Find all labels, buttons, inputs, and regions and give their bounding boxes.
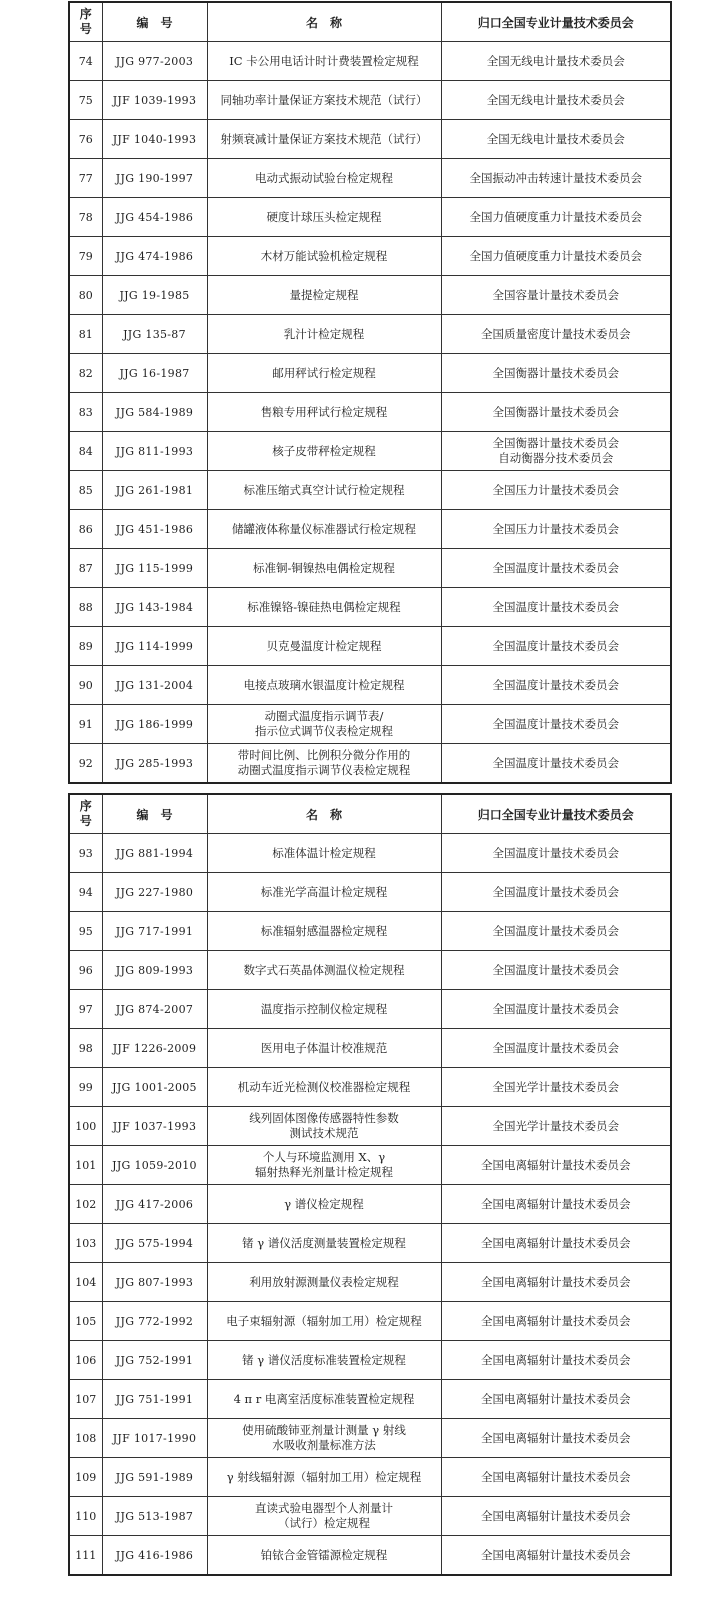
table-row xyxy=(69,510,671,549)
row-name-line: 温度指示控制仪检定规程 xyxy=(260,1001,388,1016)
row-committee-line: 全国电离辐射计量技术委员会 xyxy=(481,1196,631,1211)
row-seq: 81 xyxy=(69,315,102,354)
row-committee-line: 自动衡器分技术委员会 xyxy=(498,451,614,465)
row-code: JJG 717-1991 xyxy=(102,912,207,951)
table-row xyxy=(69,1107,671,1146)
standards-table-2 xyxy=(68,793,672,1576)
table-row xyxy=(69,354,671,393)
row-seq: 99 xyxy=(69,1068,102,1107)
row-committee xyxy=(441,1302,671,1341)
row-seq: 96 xyxy=(69,951,102,990)
row-seq: 101 xyxy=(69,1146,102,1185)
row-seq: 78 xyxy=(69,198,102,237)
row-committee xyxy=(441,873,671,912)
row-committee xyxy=(441,471,671,510)
row-seq: 83 xyxy=(69,393,102,432)
row-seq: 100 xyxy=(69,1107,102,1146)
row-name xyxy=(207,705,441,744)
row-seq: 110 xyxy=(69,1497,102,1536)
row-committee-line: 全国质量密度计量技术委员会 xyxy=(481,326,631,341)
row-committee xyxy=(441,1068,671,1107)
row-committee xyxy=(441,549,671,588)
row-committee xyxy=(441,198,671,237)
row-seq: 89 xyxy=(69,627,102,666)
row-seq: 108 xyxy=(69,1419,102,1458)
row-name-line: 个人与环境监测用 X、γ xyxy=(262,1150,386,1164)
row-committee xyxy=(441,159,671,198)
row-committee-line: 全国容量计量技术委员会 xyxy=(492,287,619,302)
row-name-line: 辐射热释光剂量计检定规程 xyxy=(255,1165,393,1179)
row-name xyxy=(207,834,441,873)
row-name-line: 标准辐射感温器检定规程 xyxy=(260,923,388,938)
row-name-line: 带时间比例、比例积分微分作用的 xyxy=(237,748,411,762)
row-code: JJF 1226-2009 xyxy=(102,1029,207,1068)
table-row xyxy=(69,1224,671,1263)
row-name-line: 动圈式温度指示调节表/ xyxy=(264,709,384,723)
row-name xyxy=(207,120,441,159)
row-committee-line: 全国电离辐射计量技术委员会 xyxy=(481,1391,631,1406)
row-committee xyxy=(441,432,671,471)
row-committee-line: 全国电离辐射计量技术委员会 xyxy=(481,1352,631,1367)
row-committee-line: 全国电离辐射计量技术委员会 xyxy=(481,1469,631,1484)
row-name xyxy=(207,42,441,81)
table-row xyxy=(69,912,671,951)
header-committee: 归口全国专业计量技术委员会 xyxy=(441,794,671,834)
row-committee xyxy=(441,120,671,159)
row-committee-line: 全国压力计量技术委员会 xyxy=(492,482,619,497)
row-name xyxy=(207,432,441,471)
header-name: 名 称 xyxy=(207,794,441,834)
row-committee-line: 全国光学计量技术委员会 xyxy=(492,1118,619,1133)
row-seq: 107 xyxy=(69,1380,102,1419)
table-row xyxy=(69,549,671,588)
row-seq: 111 xyxy=(69,1536,102,1576)
row-committee xyxy=(441,666,671,705)
row-seq: 105 xyxy=(69,1302,102,1341)
row-name-line: 射频衰减计量保证方案技术规范（试行） xyxy=(220,131,428,146)
row-name xyxy=(207,666,441,705)
header-code: 编 号 xyxy=(102,2,207,42)
header-seq: 序 号 xyxy=(69,794,102,834)
row-committee xyxy=(441,1185,671,1224)
row-name-line: 直读式验电器型个人剂量计 xyxy=(255,1501,393,1515)
row-seq: 95 xyxy=(69,912,102,951)
row-seq: 79 xyxy=(69,237,102,276)
table-row xyxy=(69,834,671,873)
row-committee xyxy=(441,1224,671,1263)
row-committee-line: 全国温度计量技术委员会 xyxy=(492,638,619,653)
table-row xyxy=(69,1068,671,1107)
row-committee xyxy=(441,912,671,951)
row-code: JJG 143-1984 xyxy=(102,588,207,627)
row-seq: 84 xyxy=(69,432,102,471)
row-code: JJG 135-87 xyxy=(102,315,207,354)
table-row xyxy=(69,159,671,198)
row-committee xyxy=(441,834,671,873)
row-committee-line: 全国温度计量技术委员会 xyxy=(492,716,619,731)
row-name-line: IC 卡公用电话计时计费装置检定规程 xyxy=(229,53,419,68)
row-committee-line: 全国温度计量技术委员会 xyxy=(492,755,619,770)
row-seq: 109 xyxy=(69,1458,102,1497)
row-committee-line: 全国衡器计量技术委员会 xyxy=(492,365,619,380)
row-code: JJG 584-1989 xyxy=(102,393,207,432)
row-seq: 85 xyxy=(69,471,102,510)
table-row xyxy=(69,315,671,354)
row-code: JJF 1039-1993 xyxy=(102,81,207,120)
row-seq: 103 xyxy=(69,1224,102,1263)
header-committee: 归口全国专业计量技术委员会 xyxy=(441,2,671,42)
table-row xyxy=(69,951,671,990)
table-row xyxy=(69,393,671,432)
row-code: JJG 285-1993 xyxy=(102,744,207,784)
row-name xyxy=(207,1497,441,1536)
row-seq: 82 xyxy=(69,354,102,393)
table-row xyxy=(69,627,671,666)
row-name-line: 储罐液体称量仪标准器试行检定规程 xyxy=(232,521,416,536)
row-committee-line: 全国电离辐射计量技术委员会 xyxy=(481,1430,631,1445)
table-row xyxy=(69,1458,671,1497)
row-code: JJG 114-1999 xyxy=(102,627,207,666)
row-name-line: γ 谱仪检定规程 xyxy=(284,1196,364,1211)
row-committee xyxy=(441,393,671,432)
row-name-line: 锗 γ 谱仪活度测量装置检定规程 xyxy=(242,1235,406,1250)
row-name xyxy=(207,873,441,912)
row-code: JJG 752-1991 xyxy=(102,1341,207,1380)
row-code: JJG 451-1986 xyxy=(102,510,207,549)
row-committee-line: 全国温度计量技术委员会 xyxy=(492,560,619,575)
row-name-line: 电子束辐射源（辐射加工用）检定规程 xyxy=(226,1313,422,1328)
table-row xyxy=(69,1146,671,1185)
row-committee-line: 全国温度计量技术委员会 xyxy=(492,677,619,692)
row-committee-line: 全国温度计量技术委员会 xyxy=(492,1040,619,1055)
header-name: 名 称 xyxy=(207,2,441,42)
row-name xyxy=(207,159,441,198)
row-name xyxy=(207,549,441,588)
row-committee xyxy=(441,705,671,744)
row-code: JJG 513-1987 xyxy=(102,1497,207,1536)
table-header-row xyxy=(69,2,671,42)
table-row xyxy=(69,81,671,120)
row-name-line: 指示位式调节仪表检定规程 xyxy=(255,724,393,738)
row-name-line: 动圈式温度指示调节仪表检定规程 xyxy=(237,763,411,777)
row-committee xyxy=(441,951,671,990)
row-name-line: 乳汁计检定规程 xyxy=(283,326,365,341)
row-name-line: 硬度计球压头检定规程 xyxy=(266,209,382,224)
row-committee xyxy=(441,1029,671,1068)
row-seq: 106 xyxy=(69,1341,102,1380)
row-name-line: 核子皮带秤检定规程 xyxy=(272,443,376,458)
row-name xyxy=(207,1302,441,1341)
row-code: JJG 772-1992 xyxy=(102,1302,207,1341)
row-name xyxy=(207,990,441,1029)
row-name-line: 水吸收剂量标准方法 xyxy=(272,1438,376,1452)
row-seq: 80 xyxy=(69,276,102,315)
row-seq: 75 xyxy=(69,81,102,120)
row-seq: 76 xyxy=(69,120,102,159)
row-code: JJG 751-1991 xyxy=(102,1380,207,1419)
row-committee xyxy=(441,237,671,276)
row-committee-line: 全国电离辐射计量技术委员会 xyxy=(481,1157,631,1172)
row-name xyxy=(207,1419,441,1458)
row-name-line: 量提检定规程 xyxy=(289,287,359,302)
row-name xyxy=(207,744,441,784)
row-name-line: 标准压缩式真空计试行检定规程 xyxy=(243,482,405,497)
table-row xyxy=(69,1263,671,1302)
row-committee xyxy=(441,510,671,549)
table-row xyxy=(69,1302,671,1341)
row-committee xyxy=(441,1458,671,1497)
row-committee xyxy=(441,1107,671,1146)
row-name-line: 测试技术规范 xyxy=(289,1126,359,1140)
row-seq: 92 xyxy=(69,744,102,784)
row-name xyxy=(207,1068,441,1107)
row-seq: 74 xyxy=(69,42,102,81)
row-name-line: 木材万能试验机检定规程 xyxy=(260,248,388,263)
row-seq: 104 xyxy=(69,1263,102,1302)
row-committee xyxy=(441,990,671,1029)
table-row xyxy=(69,588,671,627)
row-name-line: 同轴功率计量保证方案技术规范（试行） xyxy=(220,92,428,107)
row-code: JJG 591-1989 xyxy=(102,1458,207,1497)
row-committee xyxy=(441,1419,671,1458)
row-committee xyxy=(441,588,671,627)
row-committee-line: 全国温度计量技术委员会 xyxy=(492,1001,619,1016)
row-committee xyxy=(441,1146,671,1185)
row-committee-line: 全国温度计量技术委员会 xyxy=(492,923,619,938)
row-committee xyxy=(441,42,671,81)
row-code: JJG 190-1997 xyxy=(102,159,207,198)
table-row xyxy=(69,471,671,510)
row-committee-line: 全国力值硬度重力计量技术委员会 xyxy=(469,209,642,224)
table-row xyxy=(69,1185,671,1224)
row-name xyxy=(207,1380,441,1419)
row-committee-line: 全国电离辐射计量技术委员会 xyxy=(481,1508,631,1523)
row-name xyxy=(207,354,441,393)
row-seq: 97 xyxy=(69,990,102,1029)
table-row xyxy=(69,42,671,81)
row-committee-line: 全国压力计量技术委员会 xyxy=(492,521,619,536)
row-committee xyxy=(441,315,671,354)
row-committee-line: 全国衡器计量技术委员会 xyxy=(492,404,619,419)
row-name xyxy=(207,1224,441,1263)
row-name-line: 锗 γ 谱仪活度标准装置检定规程 xyxy=(242,1352,406,1367)
row-code: JJF 1017-1990 xyxy=(102,1419,207,1458)
row-code: JJF 1037-1993 xyxy=(102,1107,207,1146)
row-committee-line: 全国电离辐射计量技术委员会 xyxy=(481,1313,631,1328)
table-row xyxy=(69,1380,671,1419)
row-name xyxy=(207,1185,441,1224)
row-name xyxy=(207,912,441,951)
table-row xyxy=(69,1419,671,1458)
row-code: JJG 186-1999 xyxy=(102,705,207,744)
row-name xyxy=(207,1536,441,1576)
row-code: JJG 115-1999 xyxy=(102,549,207,588)
row-committee-line: 全国电离辐射计量技术委员会 xyxy=(481,1274,631,1289)
row-name-line: 标准镍铬-镍硅热电偶检定规程 xyxy=(247,599,401,614)
row-committee xyxy=(441,744,671,784)
row-code: JJG 874-2007 xyxy=(102,990,207,1029)
row-committee-line: 全国电离辐射计量技术委员会 xyxy=(481,1547,631,1562)
row-seq: 86 xyxy=(69,510,102,549)
row-code: JJG 811-1993 xyxy=(102,432,207,471)
row-code: JJG 1059-2010 xyxy=(102,1146,207,1185)
table-row xyxy=(69,666,671,705)
row-committee xyxy=(441,1341,671,1380)
row-committee xyxy=(441,627,671,666)
row-committee-line: 全国无线电计量技术委员会 xyxy=(486,53,625,68)
table-row xyxy=(69,990,671,1029)
row-code: JJG 575-1994 xyxy=(102,1224,207,1263)
row-name-line: 电动式振动试验台检定规程 xyxy=(255,170,393,185)
row-name xyxy=(207,1029,441,1068)
row-code: JJG 454-1986 xyxy=(102,198,207,237)
row-code: JJG 416-1986 xyxy=(102,1536,207,1576)
row-name xyxy=(207,1107,441,1146)
table-row xyxy=(69,1029,671,1068)
table-row xyxy=(69,276,671,315)
table-header-row xyxy=(69,794,671,834)
row-name xyxy=(207,393,441,432)
row-committee xyxy=(441,1497,671,1536)
row-name-line: 邮用秤试行检定规程 xyxy=(272,365,376,380)
table-body-1 xyxy=(69,42,671,784)
row-code: JJG 227-1980 xyxy=(102,873,207,912)
row-committee-line: 全国温度计量技术委员会 xyxy=(492,884,619,899)
table-row xyxy=(69,744,671,784)
row-seq: 88 xyxy=(69,588,102,627)
row-name xyxy=(207,81,441,120)
row-name-line: 贝克曼温度计检定规程 xyxy=(266,638,382,653)
row-code: JJF 1040-1993 xyxy=(102,120,207,159)
table-row xyxy=(69,1497,671,1536)
row-committee-line: 全国衡器计量技术委员会 xyxy=(492,436,619,450)
row-committee-line: 全国振动冲击转速计量技术委员会 xyxy=(469,170,642,185)
row-code: JJG 417-2006 xyxy=(102,1185,207,1224)
row-code: JJG 1001-2005 xyxy=(102,1068,207,1107)
row-name xyxy=(207,198,441,237)
row-committee-line: 全国光学计量技术委员会 xyxy=(492,1079,619,1094)
row-name xyxy=(207,588,441,627)
row-name-line: 标准光学高温计检定规程 xyxy=(260,884,388,899)
row-code: JJG 809-1993 xyxy=(102,951,207,990)
row-committee-line: 全国无线电计量技术委员会 xyxy=(486,131,625,146)
row-code: JJG 474-1986 xyxy=(102,237,207,276)
row-committee xyxy=(441,354,671,393)
row-committee-line: 全国温度计量技术委员会 xyxy=(492,962,619,977)
row-name xyxy=(207,1263,441,1302)
table-row xyxy=(69,120,671,159)
row-name-line: 4 π r 电离室活度标准装置检定规程 xyxy=(233,1391,415,1406)
header-code: 编 号 xyxy=(102,794,207,834)
table-row xyxy=(69,1536,671,1576)
row-committee xyxy=(441,1536,671,1576)
row-name-line: 标准铜-铜镍热电偶检定规程 xyxy=(253,560,395,575)
row-seq: 91 xyxy=(69,705,102,744)
row-name-line: 机动车近光检测仪校准器检定规程 xyxy=(237,1079,411,1094)
row-seq: 98 xyxy=(69,1029,102,1068)
row-name-line: 使用硫酸铈亚剂量计测量 γ 射线 xyxy=(242,1423,406,1437)
row-name-line: （试行）检定规程 xyxy=(278,1516,370,1530)
row-name xyxy=(207,627,441,666)
row-name xyxy=(207,1146,441,1185)
row-code: JJG 16-1987 xyxy=(102,354,207,393)
table-row xyxy=(69,432,671,471)
row-seq: 102 xyxy=(69,1185,102,1224)
row-committee xyxy=(441,81,671,120)
row-code: JJG 807-1993 xyxy=(102,1263,207,1302)
row-code: JJG 881-1994 xyxy=(102,834,207,873)
row-name xyxy=(207,237,441,276)
row-name xyxy=(207,1341,441,1380)
table-row xyxy=(69,237,671,276)
table-row xyxy=(69,198,671,237)
row-name xyxy=(207,315,441,354)
row-name-line: 铂铱合金管镭源检定规程 xyxy=(260,1547,388,1562)
row-name xyxy=(207,276,441,315)
row-committee-line: 全国温度计量技术委员会 xyxy=(492,845,619,860)
row-name-line: 电接点玻璃水银温度计检定规程 xyxy=(243,677,405,692)
table-row xyxy=(69,1341,671,1380)
row-committee-line: 全国力值硬度重力计量技术委员会 xyxy=(469,248,642,263)
row-seq: 87 xyxy=(69,549,102,588)
row-committee-line: 全国无线电计量技术委员会 xyxy=(486,92,625,107)
row-code: JJG 977-2003 xyxy=(102,42,207,81)
row-name xyxy=(207,951,441,990)
row-committee-line: 全国电离辐射计量技术委员会 xyxy=(481,1235,631,1250)
row-code: JJG 261-1981 xyxy=(102,471,207,510)
row-name-line: 标准体温计检定规程 xyxy=(272,845,376,860)
row-seq: 93 xyxy=(69,834,102,873)
row-name-line: 线列固体图像传感器特性参数 xyxy=(249,1111,399,1125)
header-seq: 序 号 xyxy=(69,2,102,42)
standards-table-1 xyxy=(68,1,672,784)
row-committee xyxy=(441,1380,671,1419)
row-seq: 90 xyxy=(69,666,102,705)
table-body-2 xyxy=(69,834,671,1576)
row-name xyxy=(207,471,441,510)
row-seq: 77 xyxy=(69,159,102,198)
row-committee xyxy=(441,1263,671,1302)
row-name-line: 医用电子体温计校准规范 xyxy=(260,1040,388,1055)
table-row xyxy=(69,873,671,912)
row-name-line: γ 射线辐射源（辐射加工用）检定规程 xyxy=(226,1469,422,1484)
row-name xyxy=(207,1458,441,1497)
row-committee xyxy=(441,276,671,315)
row-committee-line: 全国温度计量技术委员会 xyxy=(492,599,619,614)
row-code: JJG 19-1985 xyxy=(102,276,207,315)
table-row xyxy=(69,705,671,744)
row-code: JJG 131-2004 xyxy=(102,666,207,705)
row-name-line: 售粮专用秤试行检定规程 xyxy=(260,404,388,419)
row-name xyxy=(207,510,441,549)
row-name-line: 利用放射源测量仪表检定规程 xyxy=(249,1274,399,1289)
row-seq: 94 xyxy=(69,873,102,912)
row-name-line: 数字式石英晶体测温仪检定规程 xyxy=(243,962,405,977)
